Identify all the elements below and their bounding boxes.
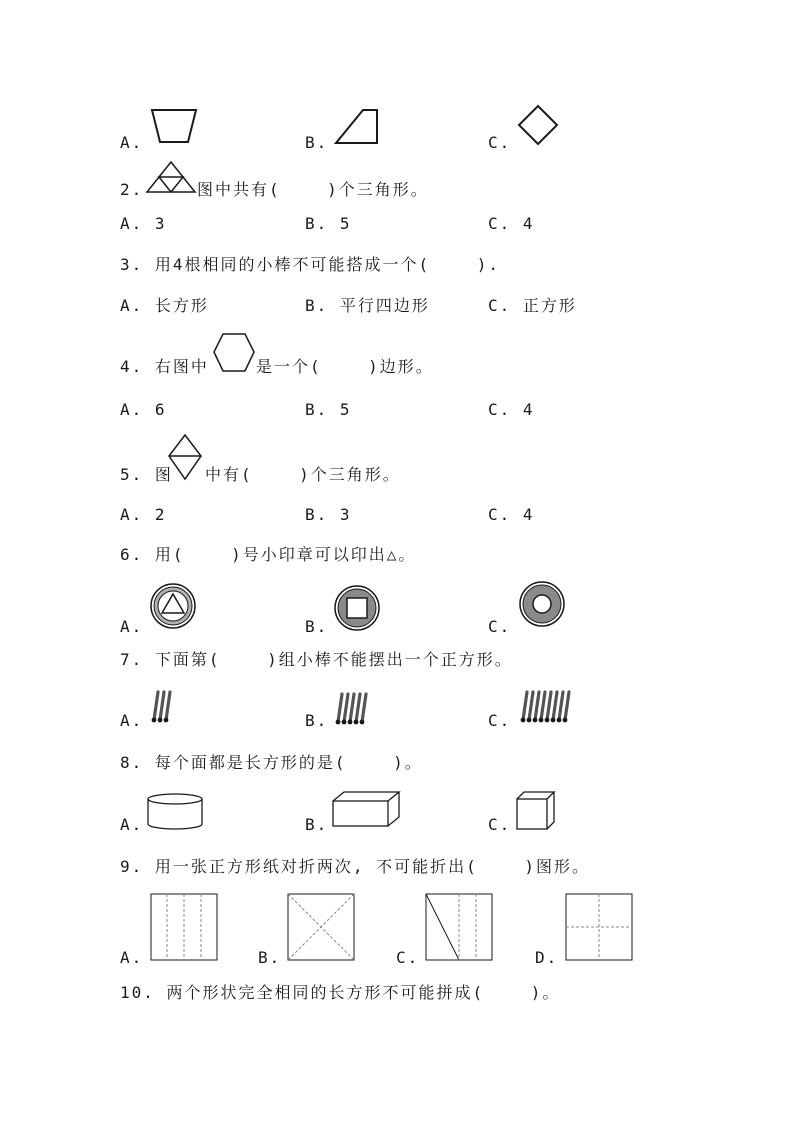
q1-option-c-label: C. bbox=[488, 133, 512, 152]
stick-head bbox=[551, 718, 556, 723]
stick bbox=[553, 692, 557, 720]
hexagon-icon bbox=[212, 332, 256, 374]
q8-question-text: 8. 每个面都是长方形的是( )。 bbox=[120, 753, 423, 772]
stick bbox=[362, 694, 366, 722]
rhombus-two-triangles-icon bbox=[167, 433, 203, 481]
q4-option-b: B. 5 bbox=[305, 400, 352, 419]
fold-diagonals-icon bbox=[287, 893, 355, 961]
stick bbox=[154, 692, 158, 720]
q9-option-d-label: D. bbox=[535, 948, 559, 967]
q5-option-c: C. 4 bbox=[488, 505, 535, 524]
q6-option-a-label: A. bbox=[120, 617, 144, 636]
right-trapezoid-icon bbox=[333, 108, 381, 146]
stick-bundle-a-icon bbox=[151, 688, 177, 724]
stick bbox=[523, 692, 527, 720]
stick-head bbox=[539, 718, 544, 723]
q2-question-text: 图中共有( )个三角形。 bbox=[197, 180, 429, 199]
stick-head bbox=[521, 718, 526, 723]
stick bbox=[160, 692, 164, 720]
stick bbox=[338, 694, 342, 722]
diamond-square-icon bbox=[517, 104, 561, 146]
q6-option-c-label: C. bbox=[488, 617, 512, 636]
q2-option-b: B. 5 bbox=[305, 214, 352, 233]
triangle-subdivided-icon bbox=[145, 160, 197, 194]
q2-number: 2. bbox=[120, 180, 144, 199]
q2-option-a: A. 3 bbox=[120, 214, 167, 233]
stick bbox=[547, 692, 551, 720]
q9-option-b-label: B. bbox=[258, 948, 282, 967]
cylinder-icon bbox=[146, 792, 204, 832]
q9-option-a-label: A. bbox=[120, 948, 144, 967]
q3-option-c: C. 正方形 bbox=[488, 296, 577, 315]
q9-question-text: 9. 用一张正方形纸对折两次, 不可能折出( )图形。 bbox=[120, 857, 590, 876]
stick bbox=[529, 692, 533, 720]
q5-question-prefix: 5. 图 bbox=[120, 465, 173, 484]
stick-head bbox=[533, 718, 538, 723]
stick-head bbox=[360, 720, 365, 725]
q6-option-b-label: B. bbox=[305, 617, 329, 636]
stamp-square-icon bbox=[333, 584, 381, 632]
q5-option-a: A. 2 bbox=[120, 505, 167, 524]
stick-head bbox=[336, 720, 341, 725]
stick-head bbox=[342, 720, 347, 725]
cube-icon bbox=[515, 790, 557, 832]
q3-question-text: 3. 用4根相同的小棒不可能搭成一个( ). bbox=[120, 255, 500, 274]
stick-head bbox=[545, 718, 550, 723]
fold-cross-icon bbox=[565, 893, 633, 961]
stamp-circle-icon bbox=[518, 580, 566, 628]
q5-question-suffix: 中有( )个三角形。 bbox=[205, 465, 401, 484]
q4-question-suffix: 是一个( )边形。 bbox=[256, 357, 434, 376]
stick-bundle-b-icon bbox=[335, 690, 373, 726]
stick bbox=[541, 692, 545, 720]
fold-diagonal-vertical-icon bbox=[425, 893, 493, 961]
stick-head bbox=[158, 718, 163, 723]
q3-option-b: B. 平行四边形 bbox=[305, 296, 430, 315]
q7-option-a-label: A. bbox=[120, 711, 144, 730]
q7-option-b-label: B. bbox=[305, 711, 329, 730]
q2-option-c: C. 4 bbox=[488, 214, 535, 233]
q3-option-a: A. 长方形 bbox=[120, 296, 209, 315]
stick-head bbox=[527, 718, 532, 723]
stick bbox=[559, 692, 563, 720]
q8-option-c-label: C. bbox=[488, 815, 512, 834]
stick bbox=[356, 694, 360, 722]
stick-head bbox=[354, 720, 359, 725]
fold-vertical-lines-icon bbox=[150, 893, 218, 961]
stamp-triangle-icon bbox=[149, 582, 197, 630]
stick-bundle-c-icon bbox=[520, 688, 576, 724]
q10-question-text: 10. 两个形状完全相同的长方形不可能拼成( )。 bbox=[120, 983, 561, 1002]
trapezoid-icon bbox=[150, 108, 198, 144]
cuboid-icon bbox=[331, 790, 403, 830]
q7-question-text: 7. 下面第( )组小棒不能摆出一个正方形。 bbox=[120, 650, 513, 669]
stick-head bbox=[164, 718, 169, 723]
stick bbox=[535, 692, 539, 720]
q1-option-b-label: B. bbox=[305, 133, 329, 152]
stick bbox=[344, 694, 348, 722]
q8-option-a-label: A. bbox=[120, 815, 144, 834]
stick bbox=[166, 692, 170, 720]
q5-option-b: B. 3 bbox=[305, 505, 352, 524]
q1-option-a-label: A. bbox=[120, 133, 144, 152]
stick-head bbox=[152, 718, 157, 723]
stick-head bbox=[348, 720, 353, 725]
q7-option-c-label: C. bbox=[488, 711, 512, 730]
q4-question-prefix: 4. 右图中 bbox=[120, 357, 209, 376]
q8-option-b-label: B. bbox=[305, 815, 329, 834]
stick bbox=[565, 692, 569, 720]
stick bbox=[350, 694, 354, 722]
q4-option-a: A. 6 bbox=[120, 400, 167, 419]
stick-head bbox=[557, 718, 562, 723]
q4-option-c: C. 4 bbox=[488, 400, 535, 419]
stick-head bbox=[563, 718, 568, 723]
q9-option-c-label: C. bbox=[396, 948, 420, 967]
q6-question-text: 6. 用( )号小印章可以印出△。 bbox=[120, 545, 417, 564]
